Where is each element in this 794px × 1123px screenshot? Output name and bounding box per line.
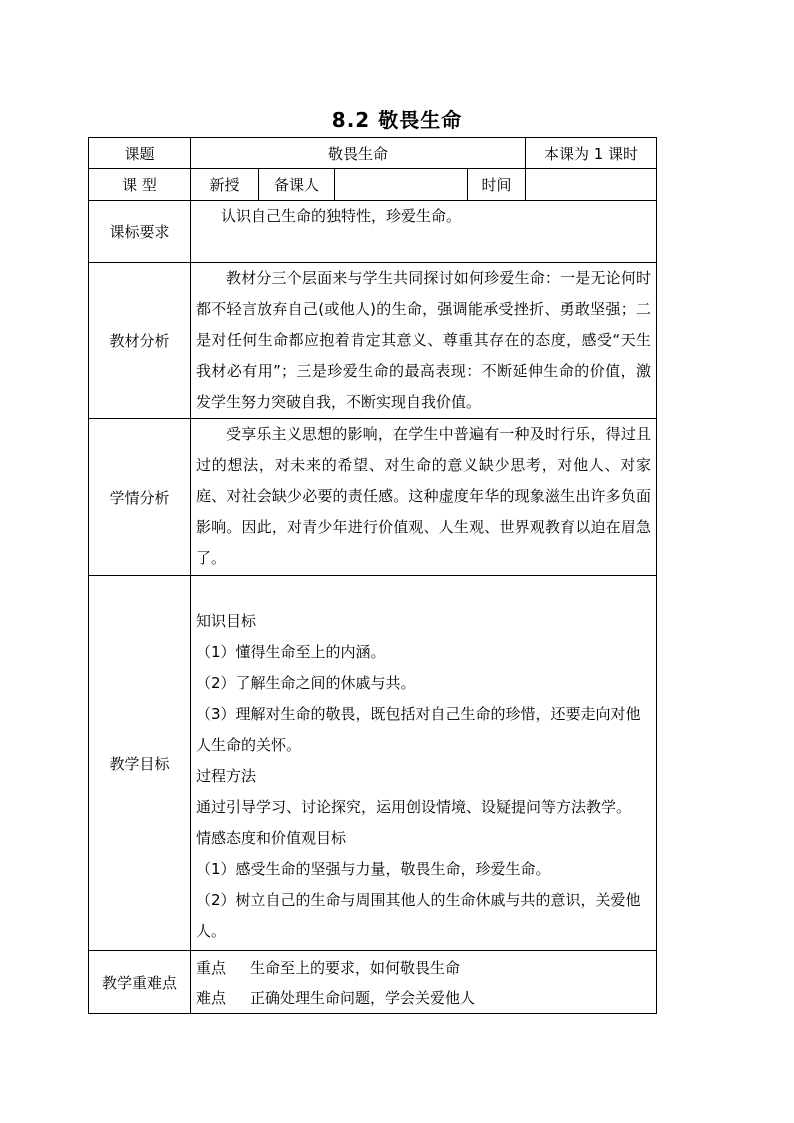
goal-line: （1）懂得生命至上的内涵。	[196, 643, 386, 661]
textbook-text: 教材分三个层面来与学生共同探讨如何珍爱生命：一是无论何时都不轻言放弃自己(或他人)的生命，强调能承受挫折、勇敢坚强；二是对任何生命都应抱着肯定其意义、尊重其存在的态度，感受“天生我材必有用”；三是珍爱生命的最高表现：不断延伸生命的价值，激发学生努力突破自我，不断实现自我价值。	[196, 269, 652, 411]
curriculum-row	[89, 201, 657, 263]
difficult-point	[196, 983, 651, 1013]
curriculum-label: 课标要求	[89, 201, 191, 263]
students-row	[89, 419, 657, 576]
preparer-value	[335, 169, 468, 201]
type-label: 课 型	[89, 169, 191, 201]
key-point-text: 生命至上的要求，如何敬畏生命	[250, 959, 461, 977]
key-point	[196, 953, 651, 983]
goal-line: （3）理解对生命的敬畏，既包括对自己生命的珍惜，还要走向对他人生命的关怀。	[196, 705, 641, 754]
goal-line: 情感态度和价值观目标	[196, 829, 347, 847]
type-value: 新授	[191, 169, 259, 201]
goals-label: 教学目标	[89, 576, 191, 951]
difficult-point-label: 难点	[196, 989, 227, 1007]
time-value	[526, 169, 657, 201]
keypoints-row	[89, 951, 657, 1014]
type-row	[89, 169, 657, 201]
time-label: 时间	[468, 169, 526, 201]
preparer-label: 备课人	[259, 169, 335, 201]
topic-value: 敬畏生命	[191, 138, 526, 169]
goal-line: （2）了解生命之间的休戚与共。	[196, 674, 416, 692]
goals-row	[89, 576, 657, 951]
curriculum-text: 认识自己生命的独特性，珍爱生命。	[191, 201, 657, 263]
goal-line: 知识目标	[196, 612, 257, 630]
page-title: 8.2 敬畏生命	[331, 108, 463, 132]
goal-line: 通过引导学习、讨论探究，运用创设情境、设疑提问等方法教学。	[196, 798, 632, 816]
difficult-point-text: 正确处理生命问题，学会关爱他人	[250, 989, 476, 1007]
students-text: 受享乐主义思想的影响，在学生中普遍有一种及时行乐，得过且过的想法，对未来的希望、对生命的意义缺少思考，对他人、对家庭、对社会缺少必要的责任感。这种虚度年华的现象滋生出许多负面影响。因此，对青少年进行价值观、人生观、世界观教育以迫在眉急了。	[196, 425, 652, 567]
goal-line: （1）感受生命的坚强与力量，敬畏生命，珍爱生命。	[196, 860, 551, 878]
keypoints-label: 教学重难点	[89, 951, 191, 1014]
textbook-label: 教材分析	[89, 263, 191, 419]
lesson-hours: 本课为 1 课时	[526, 138, 657, 169]
goal-line: 过程方法	[196, 767, 257, 785]
key-point-label: 重点	[196, 959, 227, 977]
topic-row	[89, 138, 657, 169]
topic-label: 课题	[89, 138, 191, 169]
students-label: 学情分析	[89, 419, 191, 576]
lesson-plan-table	[88, 137, 657, 1014]
textbook-row	[89, 263, 657, 419]
goal-line: （2）树立自己的生命与周围其他人的生命休戚与共的意识，关爱他人。	[196, 891, 641, 940]
